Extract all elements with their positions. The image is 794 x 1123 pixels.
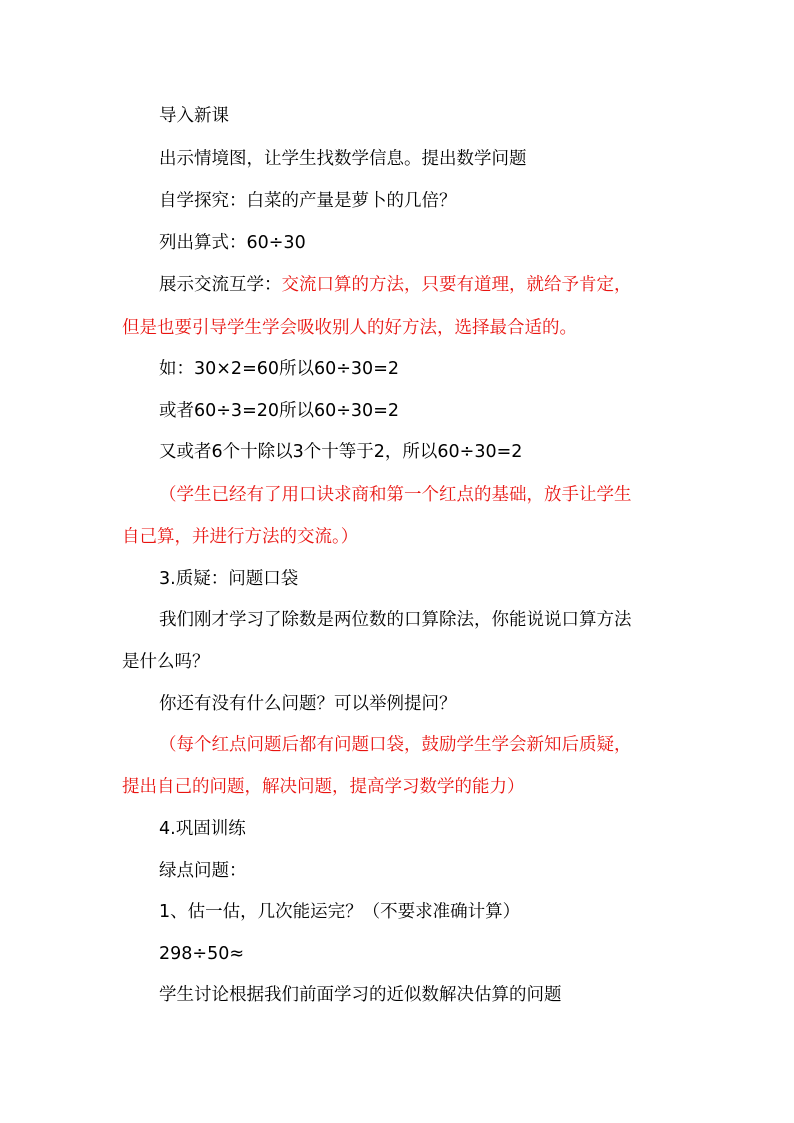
paragraph-formula: 列出算式：60÷30 <box>159 233 306 253</box>
example-line-1: 如：30×2=60所以60÷30=2 <box>159 359 399 379</box>
section-heading-intro: 导入新课 <box>159 106 229 126</box>
exchange-note-red: 交流口算的方法，只要有道理，就给予肯定， <box>281 275 632 295</box>
paragraph-green-point: 绿点问题： <box>159 861 247 881</box>
example-line-3: 又或者6个十除以3个十等于2，所以60÷30=2 <box>159 442 523 462</box>
paragraph-situation: 出示情境图，让学生找数学信息。提出数学问题 <box>159 149 527 169</box>
exercise-estimate: 1、估一估，几次能运完？（不要求准确计算） <box>159 902 521 922</box>
paragraph-self-study: 自学探究：白菜的产量是萝卜的几倍？ <box>159 191 457 211</box>
section-heading-questioning: 3.质疑：问题口袋 <box>159 569 299 589</box>
exchange-label: 展示交流互学： <box>159 275 282 295</box>
example-line-2: 或者60÷3=20所以60÷30=2 <box>159 401 399 421</box>
paragraph-review-question-continued: 是什么吗？ <box>122 652 210 672</box>
paragraph-exchange <box>159 273 632 297</box>
paragraph-review-question: 我们刚才学习了除数是两位数的口算除法，你能说说口算方法 <box>159 610 632 630</box>
teacher-note-red-2-continued: 提出自己的问题，解决问题，提高学习数学的能力） <box>122 777 525 797</box>
exchange-note-red-continued: 但是也要引导学生学会吸收别人的好方法，选择最合适的。 <box>122 318 577 338</box>
paragraph-any-questions: 你还有没有什么问题？可以举例提问？ <box>159 694 457 714</box>
teacher-note-red-1: （学生已经有了用口诀求商和第一个红点的基础，放手让学生 <box>159 485 632 505</box>
teacher-note-red-2: （每个红点问题后都有问题口袋，鼓励学生学会新知后质疑， <box>159 735 632 755</box>
exercise-expression: 298÷50≈ <box>159 944 244 964</box>
section-heading-practice: 4.巩固训练 <box>159 819 246 839</box>
teacher-note-red-1-continued: 自己算，并进行方法的交流。） <box>122 527 359 547</box>
paragraph-discussion: 学生讨论根据我们前面学习的近似数解决估算的问题 <box>159 985 562 1005</box>
